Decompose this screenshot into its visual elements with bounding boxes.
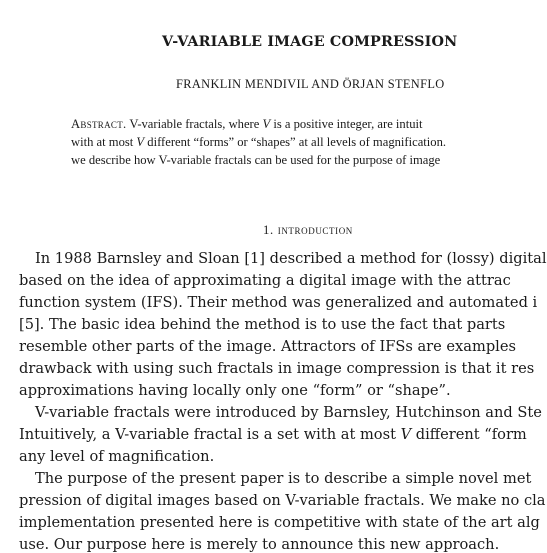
body-line: based on the idea of approximating a digital image with the attrac <box>19 272 511 289</box>
section-heading <box>263 223 512 238</box>
math-variable: V <box>136 135 145 149</box>
body-line: use. Our purpose here is merely to announce this new approach. <box>19 536 500 553</box>
body-line: In 1988 Barnsley and Sloan [1] described a method for (lossy) digital <box>35 250 547 267</box>
math-variable: V <box>262 117 271 131</box>
body-line: implementation presented here is competitive with state of the art alg <box>19 514 540 531</box>
body-line: V-variable fractals were introduced by Barnsley, Hutchinson and Ste <box>35 404 542 421</box>
body-line: drawback with using such fractals in image compression is that it res <box>19 360 535 377</box>
abstract-line <box>71 153 512 168</box>
body-line: pression of digital images based on V-variable fractals. We make no cla <box>19 492 546 509</box>
math-variable: V <box>400 426 412 443</box>
body-line: resemble other parts of the image. Attractors of IFSs are examples <box>19 338 516 355</box>
abstract-text: V-variable fractals, where <box>129 117 263 131</box>
abstract-label: Abstract. <box>71 117 127 131</box>
section-title: introduction <box>277 223 353 237</box>
body-text-span: Intuitively, a V-variable fractal is a set with at most <box>19 426 401 443</box>
body-line: approximations having locally only one “form” or “shape”. <box>19 382 451 399</box>
body-line: any level of magnification. <box>19 448 215 465</box>
paper-authors: FRANKLIN MENDIVIL AND ÖRJAN STENFLO <box>176 77 445 91</box>
abstract-text: is a positive integer, are intuit <box>270 117 423 131</box>
body-line: function system (IFS). Their method was generalized and automated i <box>19 294 538 311</box>
body-text-span: different “form <box>411 426 527 443</box>
abstract-text: different “forms” or “shapes” at all levels of magnification. <box>144 135 447 149</box>
abstract-line <box>71 135 512 150</box>
body-line: The purpose of the present paper is to describe a simple novel met <box>35 470 532 487</box>
body-line <box>19 426 527 443</box>
abstract-text: we describe how V-variable fractals can be used for the purpose of image <box>71 153 441 167</box>
paper-title: V-VARIABLE IMAGE COMPRESSION <box>162 34 458 50</box>
section-number: 1. <box>263 223 274 237</box>
abstract-text: with at most <box>71 135 137 149</box>
abstract-line <box>71 117 512 132</box>
body-line: [5]. The basic idea behind the method is to use the fact that parts <box>19 316 506 333</box>
